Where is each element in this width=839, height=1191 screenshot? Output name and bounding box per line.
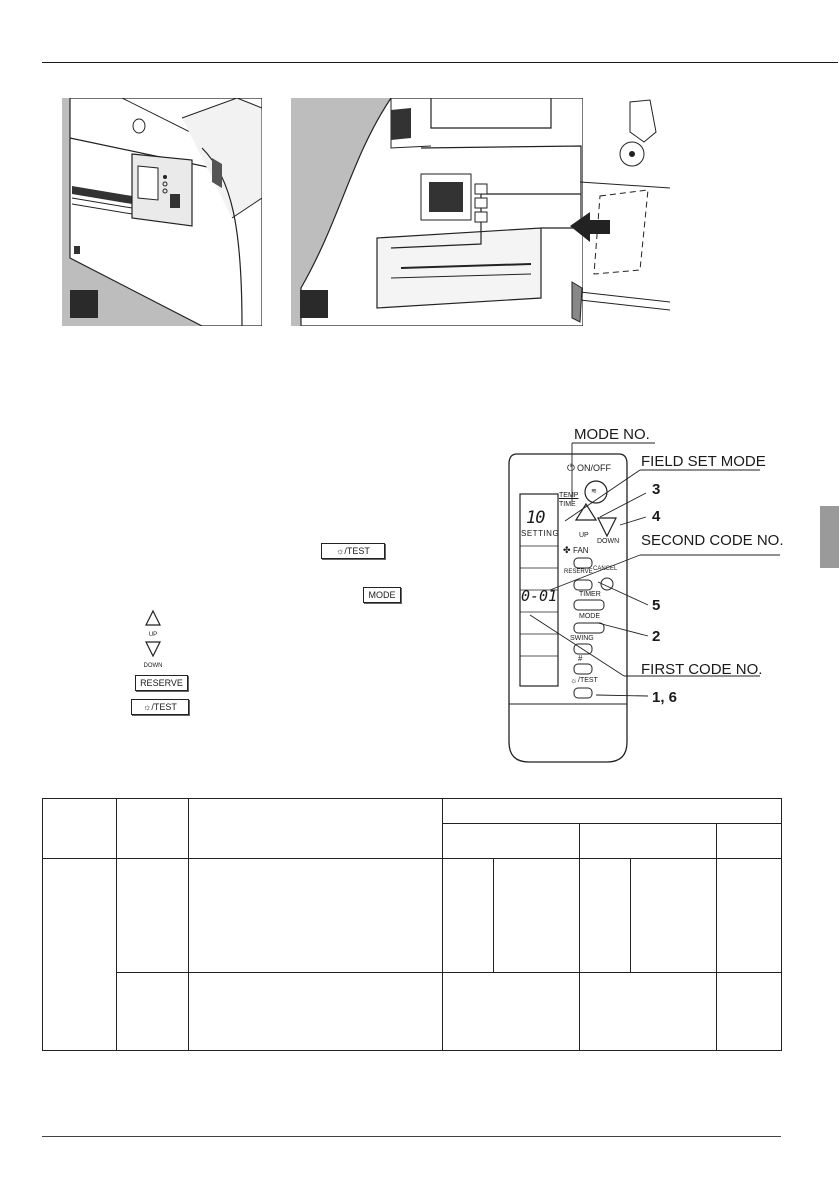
down-triangle-icon	[144, 640, 162, 658]
header-cell-option-01	[443, 824, 580, 859]
table-cell	[117, 859, 189, 972]
on-off-button-icon: ≋	[591, 488, 597, 495]
table-cell	[631, 859, 717, 972]
footer-rule	[42, 1136, 781, 1137]
table-cell	[494, 859, 580, 972]
remote-holder-illustration	[291, 98, 583, 326]
sun-icon: ☼	[336, 546, 345, 556]
timer-label: TIMER	[579, 591, 601, 598]
header-cell-description	[189, 799, 443, 859]
table-cell	[443, 972, 580, 1050]
mode-label: MODE	[579, 613, 600, 620]
table-cell	[580, 972, 717, 1050]
callout-step-3: 3	[652, 481, 661, 498]
lcd-setting-label: SETTING	[521, 529, 560, 538]
callout-step-4: 4	[652, 508, 661, 525]
test-label: /TEST	[578, 677, 598, 684]
on-off-label: ON/OFF	[577, 463, 611, 473]
header-cell-option-02	[580, 824, 717, 859]
callout-mode-no: MODE NO.	[574, 426, 650, 443]
section-tab	[820, 506, 839, 568]
sun-icon: ☼	[570, 676, 578, 685]
remote-holder-extension-illustration	[560, 92, 670, 332]
down-label: DOWN	[597, 538, 620, 545]
header-cell-first-code	[117, 799, 189, 859]
callout-step-2: 2	[652, 628, 661, 645]
fan-label: FAN	[573, 546, 589, 555]
callout-step-1-6: 1, 6	[652, 689, 678, 706]
table-cell	[717, 972, 782, 1050]
table-cell	[117, 972, 189, 1050]
inline-test-key: ☼/TEST	[321, 543, 385, 559]
swing-label: SWING	[570, 635, 594, 642]
lcd-code-display: 0-01	[521, 587, 558, 605]
table-cell	[443, 859, 494, 972]
field-settings-table	[42, 798, 782, 1051]
up-label: UP	[579, 532, 589, 539]
temp-label: TEMP	[559, 492, 579, 499]
header-cell-mode-no	[43, 799, 117, 859]
header-cell-option-03	[717, 824, 782, 859]
fan-icon: ✤	[563, 545, 571, 555]
sun-icon: ☼	[143, 702, 152, 712]
grid-icon: #	[578, 654, 583, 663]
figure-indoor-unit	[62, 98, 262, 326]
table-cell	[580, 859, 631, 972]
lcd-mode-number: 10	[526, 508, 545, 528]
inline-mode-key: MODE	[363, 587, 401, 603]
table-cell	[717, 859, 782, 972]
step-marker-a	[70, 290, 98, 318]
callout-leaders	[520, 425, 820, 725]
callout-first-code-no: FIRST CODE NO.	[641, 661, 763, 678]
header-rule	[42, 62, 838, 63]
table-cell	[189, 972, 443, 1050]
table-cell	[43, 859, 117, 1051]
table-cell	[189, 859, 443, 972]
figure-remote-holder	[291, 98, 583, 326]
cancel-label: CANCEL	[593, 566, 618, 572]
power-icon: ⏻	[567, 463, 575, 474]
inline-test-key-2: ☼/TEST	[131, 699, 189, 715]
callout-step-5: 5	[652, 597, 661, 614]
time-label: TIME	[559, 501, 576, 508]
callout-second-code-no: SECOND CODE NO.	[641, 532, 784, 549]
inline-down-key: DOWN	[143, 640, 163, 669]
header-cell-second-code	[443, 799, 782, 824]
up-triangle-icon	[144, 609, 162, 627]
inline-reserve-key: RESERVE	[135, 675, 188, 691]
inline-up-key: UP	[143, 609, 163, 638]
callout-field-set-mode: FIELD SET MODE	[641, 453, 766, 470]
step-marker-b	[300, 290, 328, 318]
reserve-label: RESERVE	[564, 569, 593, 575]
